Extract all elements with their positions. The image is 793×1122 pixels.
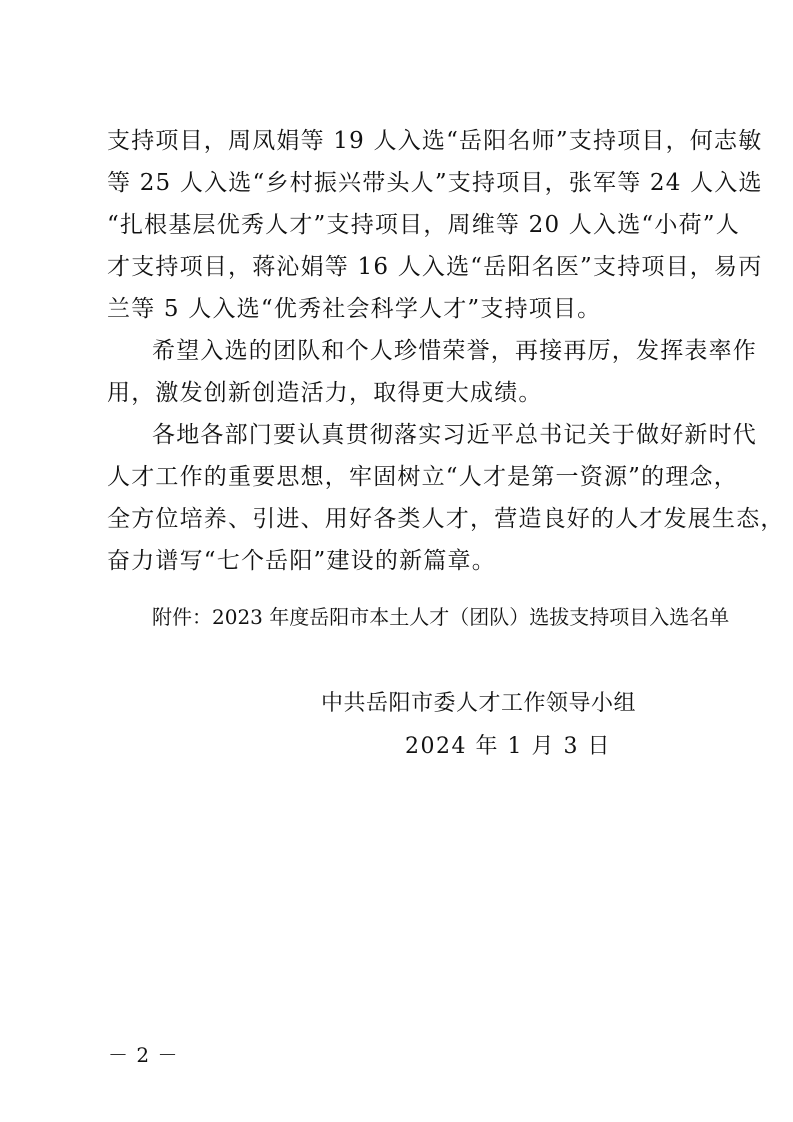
paragraph-1-line-3: “扎根基层优秀人才”支持项目，周维等 20 人入选“小荷”人 xyxy=(107,212,740,238)
attachment-note: 附件：2023 年度岳阳市本土人才（团队）选拔支持项目入选名单 xyxy=(152,605,730,629)
paragraph-3-line-4: 奋力谱写“七个岳阳”建设的新篇章。 xyxy=(107,548,496,574)
paragraph-3-line-3: 全方位培养、引进、用好各类人才，营造良好的人才发展生态， xyxy=(107,506,785,532)
paragraph-1-line-5: 兰等 5 人入选“优秀社会科学人才”支持项目。 xyxy=(107,296,602,322)
paragraph-3-line-1: 各地各部门要认真贯彻落实习近平总书记关于做好新时代 xyxy=(152,422,757,448)
signature-organization: 中共岳阳市委人才工作领导小组 xyxy=(321,691,637,716)
paragraph-2-line-2: 用，激发创新创造活力，取得更大成绩。 xyxy=(107,380,543,406)
paragraph-1-line-2: 等 25 人入选“乡村振兴带头人”支持项目，张军等 24 人入选 xyxy=(107,170,763,196)
paragraph-1-line-1: 支持项目，周凤娟等 19 人入选“岳阳名师”支持项目，何志敏 xyxy=(107,128,763,154)
page-number: － 2 － xyxy=(108,1043,179,1067)
paragraph-2-line-1: 希望入选的团队和个人珍惜荣誉，再接再厉，发挥表率作 xyxy=(152,338,757,364)
paragraph-1-line-4: 才支持项目，蒋沁娟等 16 人入选“岳阳名医”支持项目，易丙 xyxy=(107,254,763,280)
paragraph-3-line-2: 人才工作的重要思想，牢固树立“人才是第一资源”的理念， xyxy=(107,464,738,490)
signature-date: 2024 年 1 月 3 日 xyxy=(405,734,611,759)
